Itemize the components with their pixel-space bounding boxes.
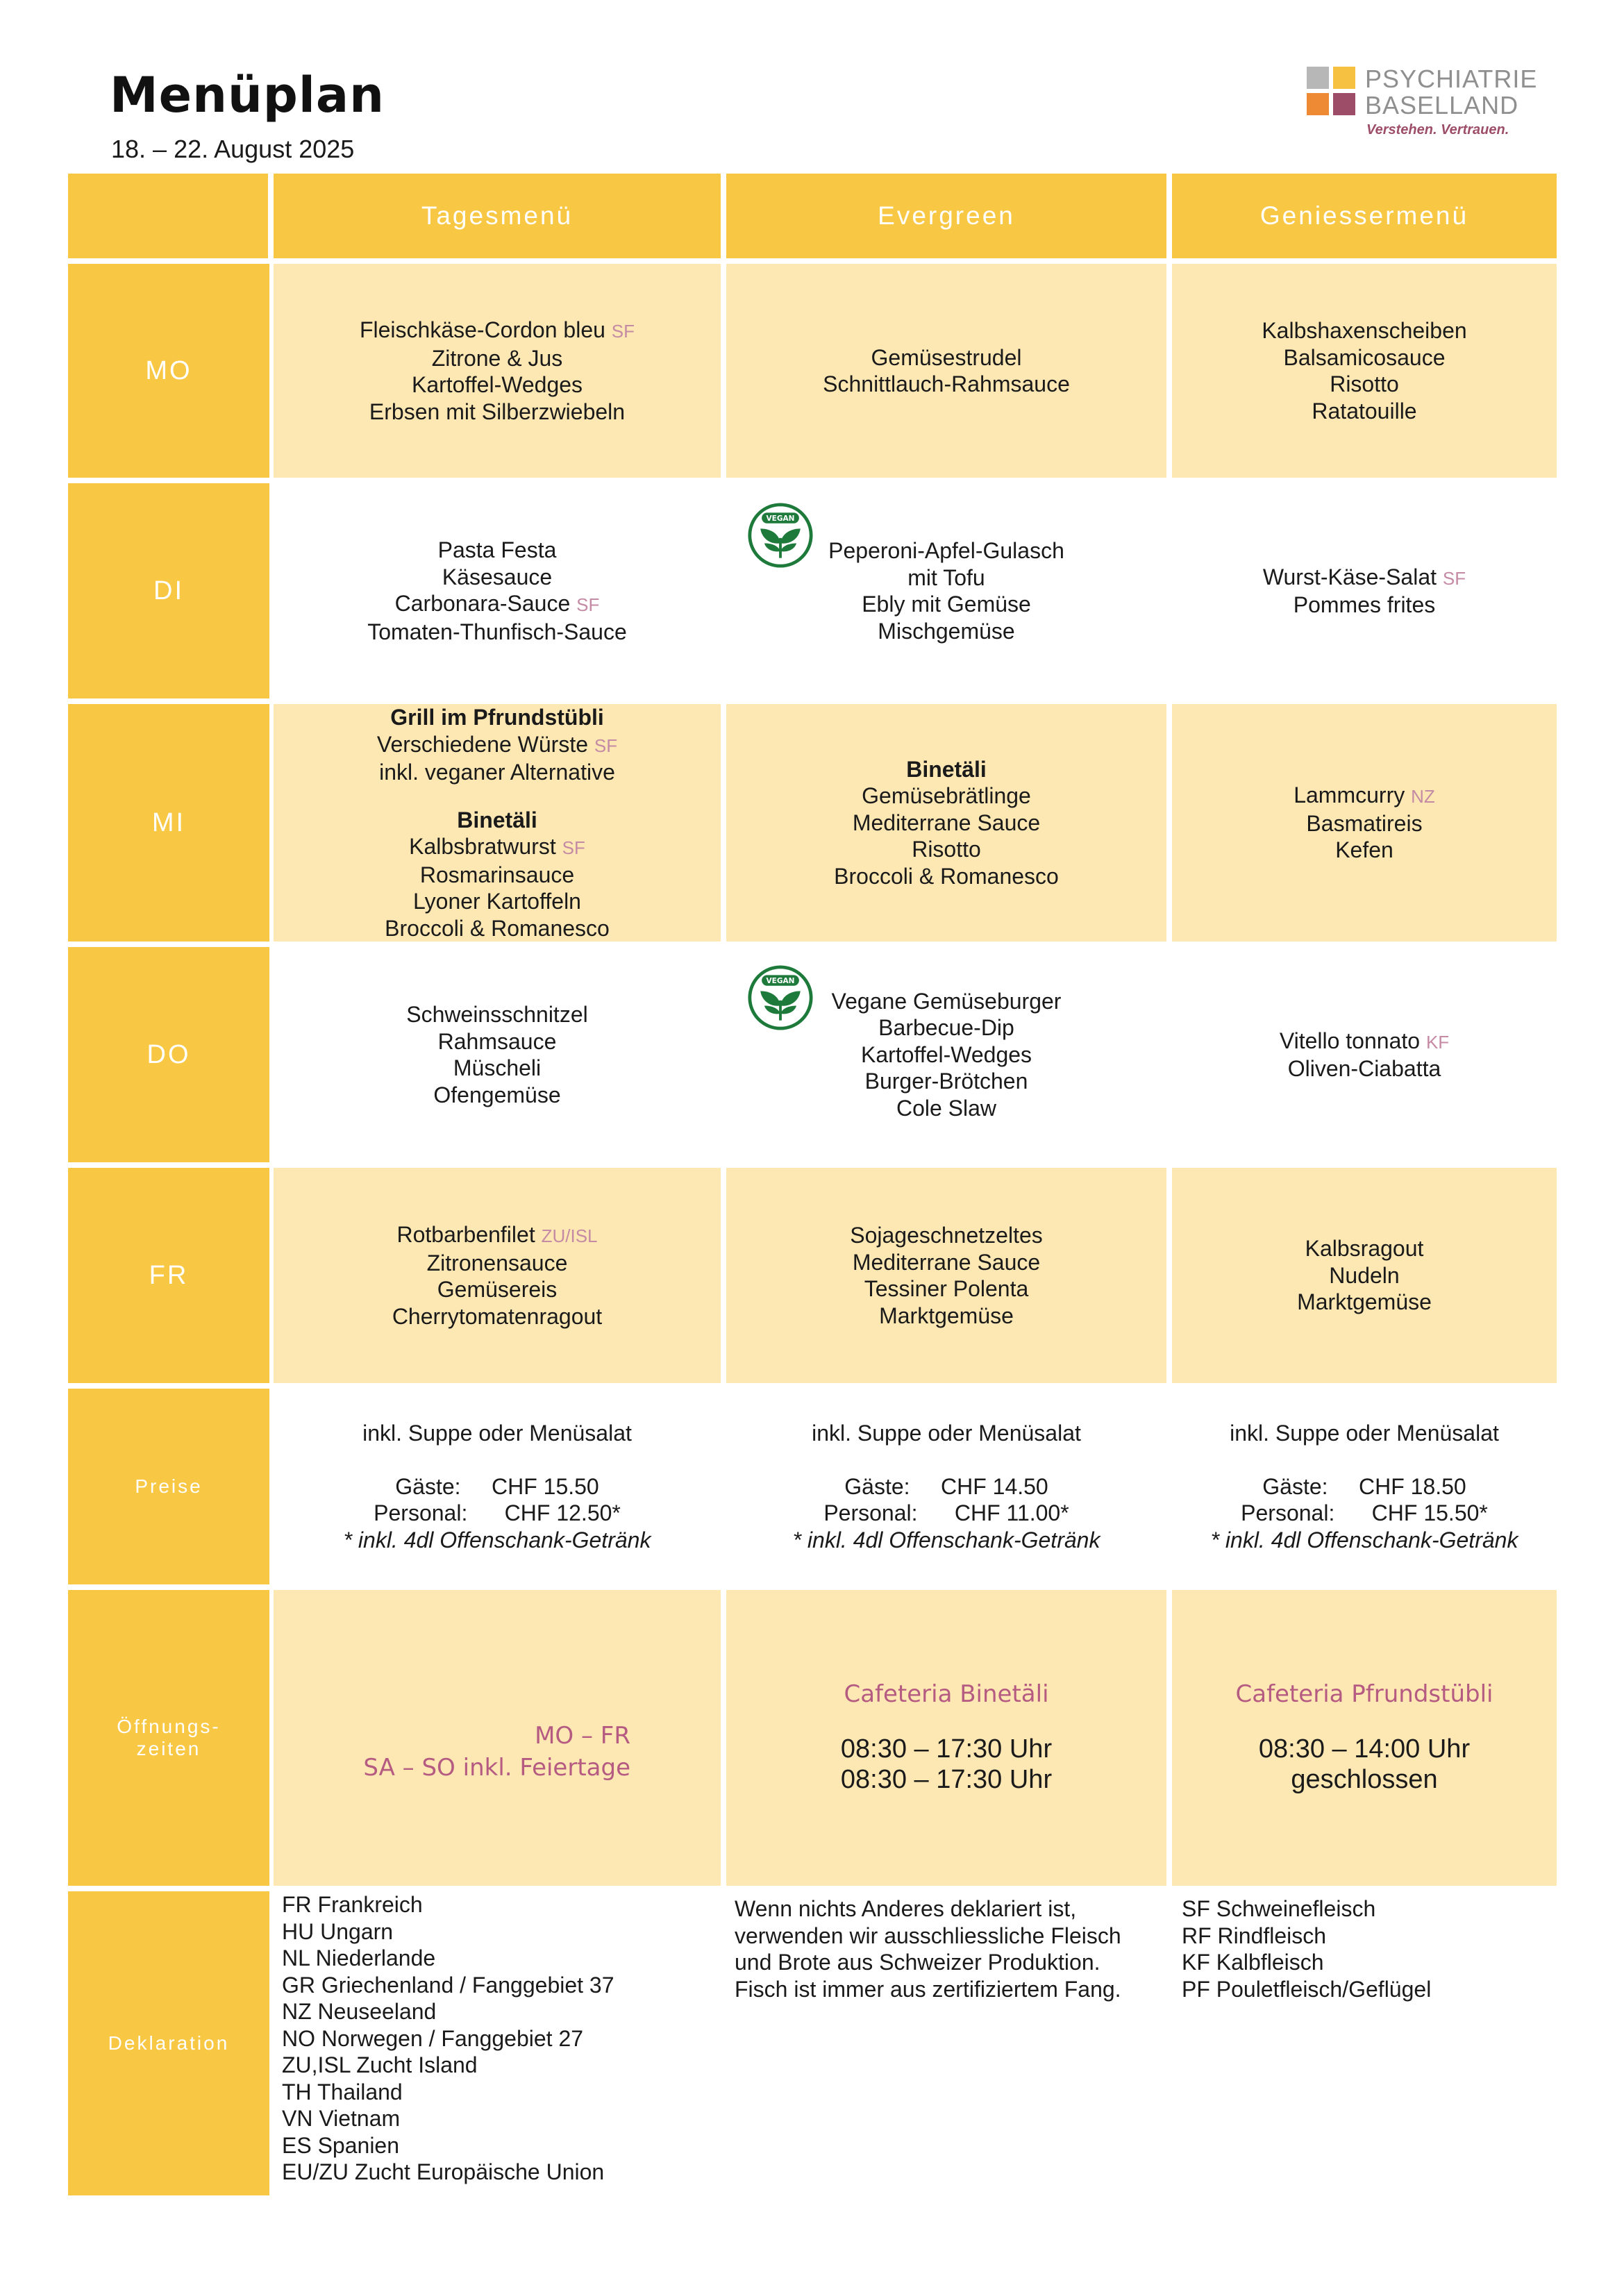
logo-tagline: Verstehen. Vertrauen. bbox=[1366, 122, 1509, 137]
dish-line: Marktgemüse bbox=[879, 1303, 1014, 1328]
declaration-text-line: verwenden wir ausschliessliche Fleisch bbox=[735, 1923, 1121, 1948]
day-label-fr: FR bbox=[68, 1168, 269, 1383]
country-item: HU Ungarn bbox=[282, 1918, 394, 1944]
dish-line: Lammcurry bbox=[1294, 782, 1405, 808]
dish-line: Pasta Festa bbox=[437, 537, 557, 562]
price-note: * inkl. 4dl Offenschank-Getränk bbox=[343, 1527, 651, 1552]
dish-line: Carbonara-Sauce bbox=[394, 591, 571, 616]
hours-weekday: 08:30 – 14:00 Uhr bbox=[1258, 1734, 1471, 1764]
dish-line: Müscheli bbox=[453, 1055, 542, 1080]
dish-line: Ratatouille bbox=[1312, 398, 1417, 424]
hours-days-weekday: MO – FR bbox=[535, 1722, 630, 1750]
dish-line: Zitrone & Jus bbox=[431, 345, 563, 371]
dish-line: Gemüsestrudel bbox=[871, 344, 1022, 370]
menu-di-tages bbox=[274, 483, 721, 698]
price-staff: Personal: CHF 12.50* bbox=[374, 1500, 621, 1525]
prices-tages bbox=[274, 1389, 721, 1584]
country-item: NZ Neuseeland bbox=[282, 1999, 437, 2024]
hours-weekday: 08:30 – 17:30 Uhr bbox=[840, 1734, 1053, 1764]
menu-mo-gen bbox=[1172, 264, 1557, 478]
price-intro: inkl. Suppe oder Menüsalat bbox=[362, 1421, 632, 1446]
cafeteria-name: Cafeteria Binetäli bbox=[844, 1680, 1049, 1708]
dish-line: Schnittlauch-Rahmsauce bbox=[823, 371, 1070, 396]
menu-fr-ever bbox=[726, 1168, 1166, 1383]
origin-tag: KF bbox=[1425, 1031, 1450, 1053]
menu-do-gen bbox=[1172, 947, 1557, 1162]
menu-mo-ever bbox=[726, 264, 1166, 478]
menu-fr-tages bbox=[274, 1168, 721, 1383]
meat-item: PF Pouletfleisch/Geflügel bbox=[1182, 1976, 1432, 2002]
dish-line: Ofengemüse bbox=[433, 1082, 561, 1107]
declaration-text bbox=[735, 1895, 1165, 2104]
dish-line: Mediterrane Sauce bbox=[852, 810, 1041, 835]
dish-heading: Grill im Pfrundstübli bbox=[390, 705, 604, 730]
declaration-meats bbox=[1182, 1895, 1557, 2104]
logo-square-yellow bbox=[1333, 67, 1355, 89]
dish-line: Zitronensauce bbox=[426, 1250, 568, 1275]
dish-line: Gemüsebrätlinge bbox=[862, 783, 1031, 809]
origin-tag: SF bbox=[611, 321, 635, 342]
dish-line: Kalbsbratwurst bbox=[409, 834, 556, 859]
corner-cell bbox=[68, 174, 268, 258]
prices-label: Preise bbox=[68, 1389, 269, 1584]
country-item: FR Frankreich bbox=[282, 1892, 423, 1917]
dish-heading: Binetäli bbox=[906, 756, 987, 782]
dish-line: Kalbshaxenscheiben bbox=[1262, 318, 1467, 343]
menu-fr-gen bbox=[1172, 1168, 1557, 1383]
logo-square-purple bbox=[1333, 93, 1355, 115]
hours-weekend: 08:30 – 17:30 Uhr bbox=[840, 1765, 1053, 1795]
day-label-do: DO bbox=[68, 947, 269, 1162]
menu-do-tages bbox=[274, 947, 721, 1162]
vegan-badge-text: VEGAN bbox=[766, 514, 795, 523]
dish-line: Burger-Brötchen bbox=[864, 1069, 1028, 1094]
hours-days-weekend: SA – SO inkl. Feiertage bbox=[363, 1754, 630, 1782]
vegan-badge-icon bbox=[747, 964, 814, 1031]
dish-line: Rotbarbenfilet bbox=[396, 1222, 535, 1247]
country-item: NL Niederlande bbox=[282, 1945, 436, 1970]
dish-line: Wurst-Käse-Salat bbox=[1262, 564, 1437, 589]
price-staff: Personal: CHF 11.00* bbox=[823, 1500, 1069, 1525]
dish-line: Gemüsereis bbox=[437, 1277, 558, 1302]
dish-line: Cherrytomatenragout bbox=[392, 1303, 603, 1329]
prices-ever bbox=[726, 1389, 1166, 1584]
dish-line: Käsesauce bbox=[442, 564, 553, 589]
origin-tag: SF bbox=[562, 837, 585, 858]
price-guests: Gäste: CHF 15.50 bbox=[395, 1473, 599, 1499]
price-intro: inkl. Suppe oder Menüsalat bbox=[1230, 1421, 1499, 1446]
dish-line: Vitello tonnato bbox=[1279, 1028, 1421, 1053]
day-label-mi: MI bbox=[68, 704, 269, 941]
dish-heading: Binetäli bbox=[457, 807, 537, 832]
dish-line: Kartoffel-Wedges bbox=[411, 372, 583, 397]
meat-item: SF Schweinefleisch bbox=[1182, 1896, 1376, 1921]
dish-line: Lyoner Kartoffeln bbox=[413, 889, 581, 914]
dish-line: Pommes frites bbox=[1293, 592, 1436, 617]
dish-line: Tessiner Polenta bbox=[864, 1276, 1029, 1301]
dish-line: Cole Slaw bbox=[896, 1095, 997, 1121]
dish-line: Risotto bbox=[912, 837, 981, 862]
origin-tag: SF bbox=[594, 735, 618, 756]
menu-mi-gen bbox=[1172, 704, 1557, 941]
dish-line: Tomaten-Thunfisch-Sauce bbox=[367, 619, 627, 644]
dish-line: Vegane Gemüseburger bbox=[831, 988, 1062, 1014]
page-title: Menüplan bbox=[110, 67, 385, 124]
dish-line: Basmatireis bbox=[1306, 810, 1423, 836]
dish-line: mit Tofu bbox=[907, 564, 985, 590]
column-header-tagesmenu: Tagesmenü bbox=[274, 174, 721, 258]
meat-item: KF Kalbfleisch bbox=[1182, 1950, 1324, 1975]
country-item: ZU,ISL Zucht Island bbox=[282, 2052, 478, 2077]
dish-line: Nudeln bbox=[1329, 1262, 1400, 1288]
menu-mo-tages bbox=[274, 264, 721, 478]
country-item: TH Thailand bbox=[282, 2079, 403, 2104]
price-guests: Gäste: CHF 18.50 bbox=[1262, 1473, 1466, 1499]
dish-line: Broccoli & Romanesco bbox=[834, 863, 1059, 889]
dish-line: Balsamicosauce bbox=[1283, 344, 1446, 370]
hours-binetaeli bbox=[726, 1590, 1166, 1886]
price-guests: Gäste: CHF 14.50 bbox=[844, 1473, 1048, 1499]
price-staff: Personal: CHF 15.50* bbox=[1241, 1500, 1488, 1525]
dish-line: Kefen bbox=[1335, 837, 1393, 863]
dish-line: Peperoni-Apfel-Gulasch bbox=[828, 538, 1064, 563]
cafeteria-name: Cafeteria Pfrundstübli bbox=[1235, 1680, 1493, 1708]
hours-days bbox=[274, 1590, 721, 1886]
day-label-mo: MO bbox=[68, 264, 269, 478]
logo-line1: PSYCHIATRIE bbox=[1365, 65, 1538, 93]
dish-line: Sojageschnetzeltes bbox=[850, 1223, 1043, 1248]
country-item: GR Griechenland / Fanggebiet 37 bbox=[282, 1972, 614, 1998]
declaration-text-line: Fisch ist immer aus zertifiziertem Fang. bbox=[735, 1976, 1121, 2002]
dish-line: Schweinsschnitzel bbox=[406, 1002, 588, 1027]
column-header-evergreen: Evergreen bbox=[726, 174, 1166, 258]
declaration-label: Deklaration bbox=[68, 1891, 269, 2195]
hours-weekend: geschlossen bbox=[1291, 1765, 1438, 1795]
dish-line: Barbecue-Dip bbox=[878, 1015, 1014, 1041]
vegan-badge-icon bbox=[747, 502, 814, 569]
country-item: NO Norwegen / Fanggebiet 27 bbox=[282, 2025, 584, 2051]
dish-line: Verschiedene Würste bbox=[376, 731, 589, 757]
logo-square-grey bbox=[1307, 67, 1329, 89]
country-item: ES Spanien bbox=[282, 2132, 400, 2158]
dish-line: Rosmarinsauce bbox=[419, 862, 575, 887]
meat-item: RF Rindfleisch bbox=[1182, 1923, 1327, 1948]
declaration-countries bbox=[282, 1891, 719, 2195]
dish-line: Broccoli & Romanesco bbox=[385, 915, 610, 941]
dish-line: Erbsen mit Silberzwiebeln bbox=[369, 399, 626, 424]
hours-label: Öffnungs- zeiten bbox=[68, 1590, 269, 1886]
menu-mi-ever bbox=[726, 704, 1166, 941]
dish-line: Fleischkäse-Cordon bleu bbox=[359, 317, 605, 342]
vegan-badge-text: VEGAN bbox=[766, 976, 795, 985]
prices-gen bbox=[1172, 1389, 1557, 1584]
logo-line2: BASELLAND bbox=[1365, 91, 1519, 119]
declaration-text-line: Wenn nichts Anderes deklariert ist, bbox=[735, 1896, 1077, 1921]
country-item: VN Vietnam bbox=[282, 2106, 401, 2131]
country-item: EU/ZU Zucht Europäische Union bbox=[282, 2159, 605, 2184]
origin-tag: NZ bbox=[1411, 786, 1435, 807]
price-intro: inkl. Suppe oder Menüsalat bbox=[812, 1421, 1081, 1446]
origin-tag: SF bbox=[1442, 567, 1466, 589]
menu-mi-tages bbox=[274, 704, 721, 941]
dish-line: Mischgemüse bbox=[878, 618, 1015, 644]
menu-di-gen bbox=[1172, 483, 1557, 698]
dish-line: Kartoffel-Wedges bbox=[860, 1041, 1032, 1067]
logo-square-orange bbox=[1307, 93, 1329, 115]
dish-line: Rahmsauce bbox=[437, 1028, 557, 1054]
origin-tag: ZU/ISL bbox=[541, 1225, 598, 1246]
dish-line: Risotto bbox=[1330, 371, 1399, 396]
date-range: 18. – 22. August 2025 bbox=[111, 135, 355, 163]
dish-line: Mediterrane Sauce bbox=[852, 1249, 1041, 1275]
declaration-text-line: und Brote aus Schweizer Produktion. bbox=[735, 1950, 1100, 1975]
column-header-geniessermenu: Geniessermenü bbox=[1172, 174, 1557, 258]
origin-tag: SF bbox=[576, 594, 600, 615]
day-label-di: DI bbox=[68, 483, 269, 698]
dish-line: Kalbsragout bbox=[1305, 1236, 1424, 1262]
price-note: * inkl. 4dl Offenschank-Getränk bbox=[1210, 1527, 1518, 1552]
logo bbox=[1307, 67, 1557, 143]
hours-pfrund bbox=[1172, 1590, 1557, 1886]
dish-line: Oliven-Ciabatta bbox=[1287, 1056, 1441, 1081]
dish-line: Marktgemüse bbox=[1297, 1289, 1432, 1315]
price-note: * inkl. 4dl Offenschank-Getränk bbox=[792, 1527, 1100, 1552]
dish-line: inkl. veganer Alternative bbox=[379, 760, 615, 785]
dish-line: Ebly mit Gemüse bbox=[862, 592, 1031, 617]
